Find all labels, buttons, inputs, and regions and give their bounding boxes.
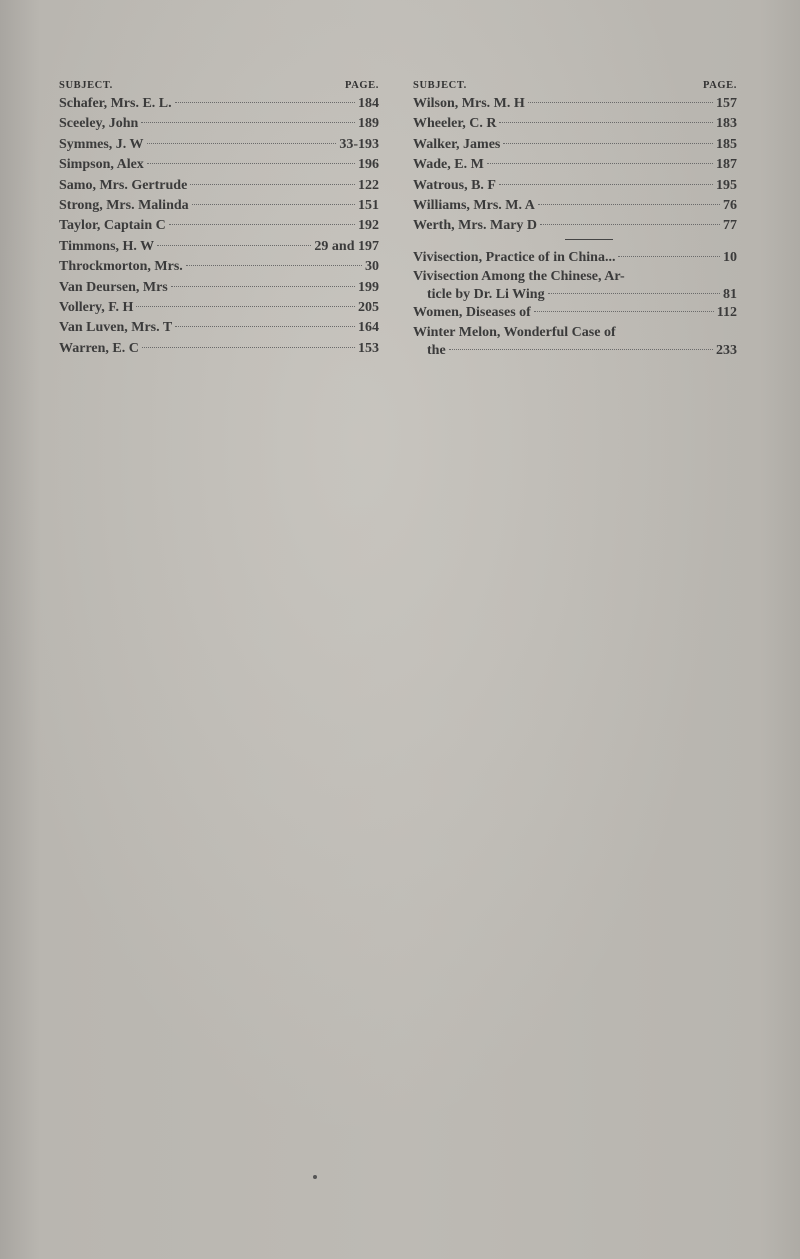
subject-heading: SUBJECT. [413, 80, 467, 91]
right-column [413, 78, 737, 359]
index-entry: Taylor, Captain C 192 [59, 218, 379, 234]
left-column [59, 78, 379, 359]
index-entry-continuation: the 233 [427, 342, 737, 358]
page-heading: PAGE. [702, 80, 737, 91]
index-entry-continuation: ticle by Dr. Li Wing 81 [427, 287, 737, 303]
ink-speck [313, 1175, 317, 1179]
index-entry: Strong, Mrs. Malinda 151 [59, 198, 379, 214]
page-heading: PAGE. [344, 80, 379, 91]
index-entry: Throckmorton, Mrs. 30 [59, 259, 379, 275]
index-entry: Vivisection, Practice of in China... 10 [413, 249, 737, 265]
right-column-header [413, 78, 737, 94]
index-entry: Wheeler, C. R 183 [413, 116, 737, 132]
index-entry: Symmes, J. W 33-193 [59, 136, 379, 152]
section-divider [565, 239, 613, 240]
index-entry: Walker, James 185 [413, 136, 737, 152]
index-entry: Warren, E. C 153 [59, 340, 379, 356]
index-entry: Wilson, Mrs. M. H 157 [413, 96, 737, 111]
index-entry: Van Deursen, Mrs 199 [59, 279, 379, 295]
index-entry: Timmons, H. W 29 and 197 [59, 238, 379, 254]
subject-heading: SUBJECT. [59, 80, 113, 91]
index-entry: Werth, Mrs. Mary D 77 [413, 218, 737, 234]
index-entry: Van Luven, Mrs. T 164 [59, 320, 379, 336]
index-entry: Women, Diseases of 112 [413, 305, 737, 321]
index-entry: Simpson, Alex 196 [59, 157, 379, 173]
index-entry: Schafer, Mrs. E. L. 184 [59, 96, 379, 111]
left-column-header [59, 78, 379, 94]
index-entry: Wade, E. M 187 [413, 157, 737, 173]
index-entry: Vollery, F. H 205 [59, 300, 379, 316]
index-entry: Williams, Mrs. M. A 76 [413, 198, 737, 214]
index-entry: Watrous, B. F 195 [413, 177, 737, 193]
index-entry-first-line: Winter Melon, Wonderful Case of [413, 324, 616, 340]
index-entry: Samo, Mrs. Gertrude 122 [59, 177, 379, 193]
index-entry-first-line: Vivisection Among the Chinese, Ar- [413, 269, 625, 285]
index-entry: Sceeley, John 189 [59, 116, 379, 132]
